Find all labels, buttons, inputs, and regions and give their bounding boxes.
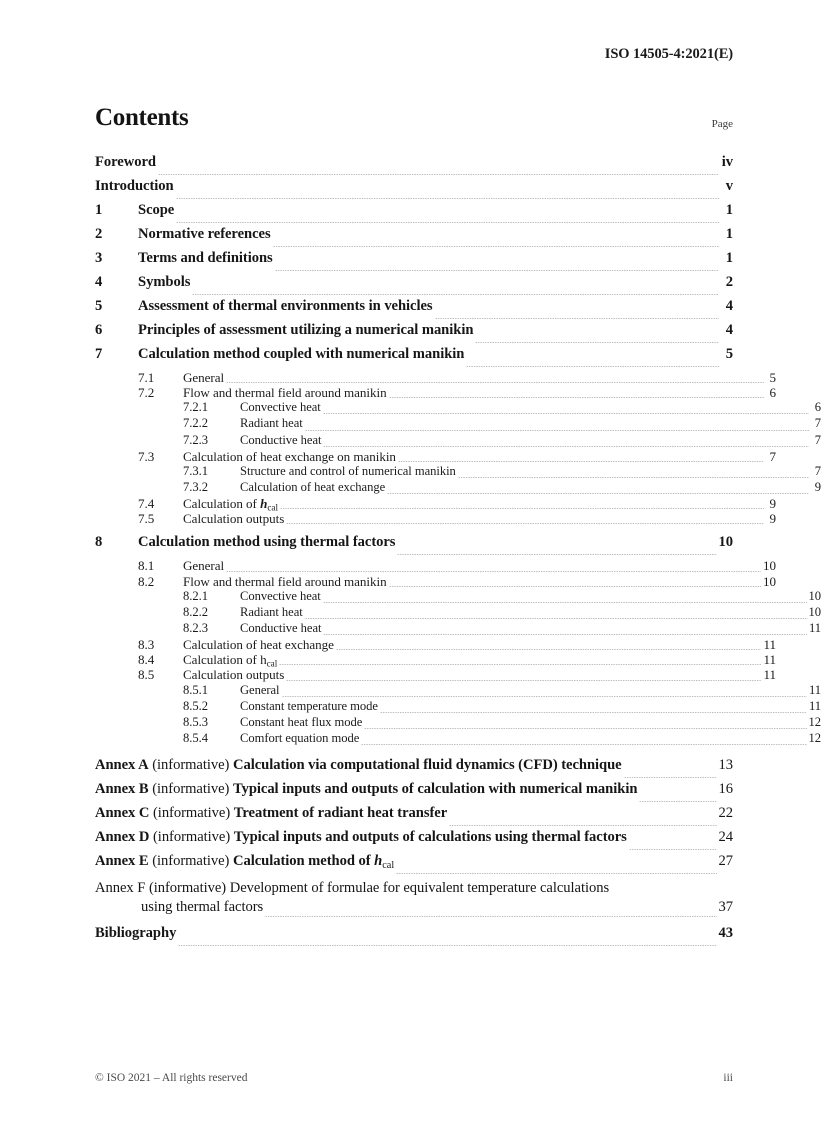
annex-designation: Annex D	[95, 829, 150, 845]
dot-leader	[380, 712, 807, 713]
toc-page-number: 5	[725, 346, 733, 362]
toc-number: 8.5.4	[183, 730, 208, 745]
dot-leader	[323, 413, 809, 414]
toc-number: 7.2.1	[183, 400, 208, 415]
dot-leader	[361, 744, 806, 745]
annex-title: Calculation via computational fluid dynamics (CFD) technique	[232, 757, 622, 773]
dot-leader	[398, 461, 764, 462]
toc-entry-clause-5[interactable]	[95, 298, 733, 322]
contents-heading-row	[95, 104, 733, 138]
toc-entry-clause-6[interactable]	[95, 322, 733, 346]
toc-page-number: 11	[808, 682, 821, 697]
dot-leader	[286, 523, 764, 524]
toc-label: Symbols	[138, 274, 191, 290]
toc-label: Comfort equation mode	[240, 730, 360, 745]
toc-label	[95, 757, 622, 774]
toc-number: 8.5.1	[183, 682, 208, 697]
toc-page-number: 9	[814, 479, 821, 494]
annex-f-line-2	[95, 899, 733, 920]
toc-page-number: 7	[769, 448, 776, 464]
toc-page-number: 1	[725, 226, 733, 242]
toc-entry-annex-e[interactable]	[95, 853, 733, 877]
toc-entry-annex-f[interactable]	[95, 880, 733, 920]
dot-leader	[466, 366, 719, 367]
annex-designation: Annex A	[95, 757, 149, 773]
toc-entry-clause-8-2-3[interactable]	[95, 621, 821, 637]
toc-number: 8.5	[138, 667, 155, 683]
toc-number: 7.3.2	[183, 479, 208, 494]
dot-leader	[323, 602, 807, 603]
toc-number: 8.3	[138, 637, 155, 653]
toc-page-number: 1	[725, 250, 733, 266]
toc-entry-clause-7-2-3[interactable]	[95, 433, 821, 449]
toc-page-number: 4	[725, 322, 733, 338]
page-column-header: Page	[711, 118, 733, 130]
toc-number: 8.5.3	[183, 714, 208, 729]
toc-entry-annex-c[interactable]	[95, 805, 733, 829]
toc-number: 7.3	[138, 448, 155, 464]
annex-f-line-1	[95, 880, 733, 899]
toc-number: 8.2.2	[183, 604, 208, 619]
annex-kind: (informative)	[152, 853, 230, 869]
toc-page-number: v	[725, 178, 733, 194]
toc-entry-clause-8-2-1[interactable]	[95, 589, 821, 605]
toc-label: Terms and definitions	[138, 250, 273, 266]
toc-label: Radiant heat	[240, 416, 303, 431]
annex-designation: Annex F	[95, 880, 146, 896]
toc-number: 8.5.2	[183, 698, 208, 713]
annex-kind: (informative)	[152, 757, 230, 773]
toc-entry-annex-a[interactable]	[95, 757, 733, 781]
toc-entry-clause-1[interactable]	[95, 202, 733, 226]
toc-page-number: 11	[763, 667, 776, 683]
toc-label: Calculation method using thermal factors	[138, 534, 396, 551]
dot-leader	[389, 397, 764, 398]
toc-label: Calculation of heat exchange	[183, 637, 334, 653]
annex-kind: (informative)	[152, 781, 230, 797]
dot-leader	[176, 222, 719, 223]
toc-entry-clause-8-5-3[interactable]	[95, 715, 821, 731]
toc-number: 4	[95, 274, 103, 290]
toc-page-number: 10	[718, 534, 733, 551]
toc-number: 5	[95, 298, 103, 314]
dot-leader	[396, 873, 716, 874]
toc-label: Radiant heat	[240, 604, 303, 619]
toc-number: 8.1	[138, 558, 155, 574]
toc-page-number: 13	[718, 757, 733, 773]
toc-number: 6	[95, 322, 103, 338]
toc-entry-clause-8-1[interactable]	[95, 558, 776, 573]
toc-page-number: 12	[808, 714, 821, 729]
dot-leader	[624, 777, 717, 778]
toc-page-number: 37	[718, 899, 733, 915]
annex-kind: (informative)	[153, 829, 231, 845]
annex-designation: Annex B	[95, 781, 149, 797]
toc-page-number: 7	[814, 463, 821, 478]
dot-leader	[458, 477, 809, 478]
annex-title: Treatment of radiant heat transfer	[233, 805, 448, 821]
toc-label: General	[240, 682, 280, 697]
toc-page-number: 2	[725, 274, 733, 290]
toc-entry-introduction[interactable]	[95, 178, 733, 202]
annex-title: Calculation method of	[232, 853, 375, 869]
toc-label-text: Calculation of	[183, 652, 261, 668]
toc-label: Scope	[138, 202, 175, 218]
toc-entry-clause-8-4[interactable]	[95, 652, 776, 667]
dot-leader	[176, 198, 719, 199]
toc-page-number: 9	[769, 496, 776, 512]
toc-label: Assessment of thermal environments in vehicles	[138, 298, 433, 314]
toc-number: 8.2.1	[183, 588, 208, 603]
dot-leader	[629, 849, 717, 850]
toc-page-number: 10	[808, 588, 821, 603]
annex-title-line-2: using thermal factors	[141, 899, 264, 915]
toc-page-number: 16	[718, 781, 733, 797]
toc-number: 1	[95, 202, 103, 218]
toc-entry-clause-7[interactable]	[95, 346, 733, 370]
symbol-h: h	[260, 652, 267, 668]
toc-entry-clause-3[interactable]	[95, 250, 733, 274]
toc-number: 7.2.3	[183, 432, 208, 447]
toc-label: Conductive heat	[240, 620, 322, 635]
annex-title-line-1: Development of formulae for equivalent temperature calculations	[229, 880, 610, 896]
toc-number: 7	[95, 346, 103, 362]
toc-number: 8	[95, 534, 103, 551]
toc-page-number: 5	[769, 370, 776, 385]
dot-leader	[226, 382, 764, 383]
toc-label	[95, 781, 637, 798]
dot-leader	[449, 825, 716, 826]
toc-number: 8.4	[138, 652, 155, 668]
toc-label	[95, 853, 394, 871]
dot-leader	[305, 618, 807, 619]
toc-page-number: 4	[725, 298, 733, 314]
toc-entry-clause-7-2-1[interactable]	[95, 400, 821, 416]
dot-leader	[286, 680, 761, 681]
toc-entry-clause-2[interactable]	[95, 226, 733, 250]
dot-leader	[389, 586, 761, 587]
toc-label: General	[183, 370, 225, 385]
toc-number: 8.2.3	[183, 620, 208, 635]
toc-page-number: 24	[718, 829, 733, 845]
page-footer	[95, 1072, 733, 1084]
dot-leader	[435, 318, 719, 319]
toc-entry-annex-b[interactable]	[95, 781, 733, 805]
dot-leader	[305, 430, 809, 431]
toc-page-number: 1	[725, 202, 733, 218]
toc-page-number: 22	[718, 805, 733, 821]
toc-label	[183, 652, 277, 669]
toc-page-number: 11	[808, 698, 821, 713]
toc-label: Flow and thermal field around manikin	[183, 573, 387, 589]
dot-leader	[639, 801, 716, 802]
annex-designation: Annex E	[95, 853, 149, 869]
toc-page-number: 12	[808, 730, 821, 745]
dot-leader	[282, 696, 807, 697]
toc-label: Bibliography	[95, 925, 177, 941]
toc-entry-clause-8[interactable]	[95, 534, 733, 558]
toc-page-number: 11	[808, 620, 821, 635]
copyright-notice: © ISO 2021 – All rights reserved	[95, 1072, 248, 1084]
toc-label: General	[183, 558, 225, 574]
toc-entry-clause-8-5-4[interactable]	[95, 731, 821, 747]
toc-label	[95, 805, 447, 822]
toc-page-number: 9	[769, 511, 776, 527]
toc-label: Introduction	[95, 178, 174, 194]
dot-leader	[336, 649, 762, 650]
dot-leader	[158, 174, 719, 175]
dot-leader	[273, 246, 719, 247]
toc-page-number: iv	[721, 154, 733, 170]
toc-entry-clause-7-5[interactable]	[95, 511, 776, 526]
toc-number: 8.2	[138, 573, 155, 589]
toc-entry-clause-8-3[interactable]	[95, 637, 776, 652]
symbol-subscript: cal	[266, 658, 278, 669]
toc-label: Calculation of heat exchange	[240, 479, 386, 494]
table-of-contents	[95, 154, 821, 949]
toc-entry-clause-7-3-2[interactable]	[95, 480, 821, 496]
toc-number: 7.2.2	[183, 416, 208, 431]
toc-entry-clause-8-2-2[interactable]	[95, 605, 821, 621]
toc-label: Principles of assessment utilizing a numerical manikin	[138, 322, 474, 338]
dot-leader	[265, 916, 716, 917]
toc-label: Structure and control of numerical manikin	[240, 463, 456, 478]
toc-number: 7.4	[138, 496, 155, 512]
toc-label	[95, 829, 627, 846]
symbol-subscript: cal	[382, 859, 395, 871]
toc-entry-clause-8-2[interactable]	[95, 574, 776, 589]
toc-page-number: 7	[814, 432, 821, 447]
toc-entry-clause-7-2[interactable]	[95, 385, 776, 400]
symbol-h: h	[260, 496, 268, 512]
toc-label: Calculation outputs	[183, 667, 285, 683]
toc-entry-clause-7-1[interactable]	[95, 370, 776, 385]
dot-leader	[397, 554, 716, 555]
toc-number: 7.5	[138, 511, 155, 527]
toc-page-number: 11	[763, 637, 776, 653]
toc-label	[183, 496, 278, 513]
annex-kind: (informative)	[148, 880, 227, 896]
toc-label: Calculation of heat exchange on manikin	[183, 448, 396, 464]
toc-label: Flow and thermal field around manikin	[183, 385, 387, 401]
toc-label-text: Calculation of	[183, 496, 261, 512]
toc-page-number: 10	[763, 573, 776, 589]
dot-leader	[192, 294, 719, 295]
dot-leader	[387, 493, 809, 494]
toc-entry-clause-7-3-1[interactable]	[95, 464, 821, 480]
toc-entry-clause-7-4[interactable]	[95, 496, 776, 511]
toc-entry-annex-d[interactable]	[95, 829, 733, 853]
toc-label: Constant temperature mode	[240, 698, 378, 713]
symbol-subscript: cal	[267, 502, 278, 513]
toc-number: 7.3.1	[183, 463, 208, 478]
toc-label: Calculation method coupled with numerical manikin	[138, 346, 465, 362]
page-title: Contents	[95, 104, 189, 131]
toc-entry-bibliography[interactable]	[95, 925, 733, 949]
toc-page-number: 10	[763, 558, 776, 574]
dot-leader	[178, 945, 716, 946]
dot-leader	[226, 571, 761, 572]
toc-page-number: 10	[808, 604, 821, 619]
toc-entry-clause-4[interactable]	[95, 274, 733, 298]
dot-leader	[364, 728, 806, 729]
toc-page-number: 11	[763, 652, 776, 668]
dot-leader	[279, 664, 761, 665]
toc-entry-clause-8-5-2[interactable]	[95, 699, 821, 715]
dot-leader	[280, 508, 764, 509]
toc-label: Normative references	[138, 226, 271, 242]
annex-title: Typical inputs and outputs of calculation with numerical manikin	[232, 781, 638, 797]
toc-entry-clause-7-2-2[interactable]	[95, 416, 821, 432]
annex-title: Typical inputs and outputs of calculations using thermal factors	[233, 829, 627, 845]
toc-page-number: 6	[814, 400, 821, 415]
toc-entry-foreword[interactable]	[95, 154, 733, 178]
footer-page-number: iii	[723, 1072, 733, 1084]
toc-entry-clause-8-5-1[interactable]	[95, 683, 821, 699]
toc-page-number: 6	[769, 385, 776, 401]
toc-entry-clause-8-5[interactable]	[95, 667, 776, 682]
toc-page-number: 27	[718, 853, 733, 869]
annex-kind: (informative)	[153, 805, 231, 821]
document-header-standard-reference: ISO 14505-4:2021(E)	[604, 46, 733, 62]
dot-leader	[323, 634, 807, 635]
toc-label: Constant heat flux mode	[240, 714, 363, 729]
toc-page-number: 43	[718, 925, 733, 941]
toc-label: Convective heat	[240, 588, 321, 603]
dot-leader	[275, 270, 719, 271]
toc-number: 7.1	[138, 370, 155, 385]
toc-label: Calculation outputs	[183, 511, 285, 527]
toc-label: Foreword	[95, 154, 156, 170]
symbol-h: h	[374, 853, 383, 869]
dot-leader	[323, 446, 809, 447]
toc-number: 7.2	[138, 385, 155, 401]
toc-label: Convective heat	[240, 400, 321, 415]
toc-page-number: 7	[814, 416, 821, 431]
toc-number: 2	[95, 226, 103, 242]
toc-label: Conductive heat	[240, 432, 322, 447]
toc-entry-clause-7-3[interactable]	[95, 449, 776, 464]
dot-leader	[475, 342, 719, 343]
annex-designation: Annex C	[95, 805, 150, 821]
toc-number: 3	[95, 250, 103, 266]
